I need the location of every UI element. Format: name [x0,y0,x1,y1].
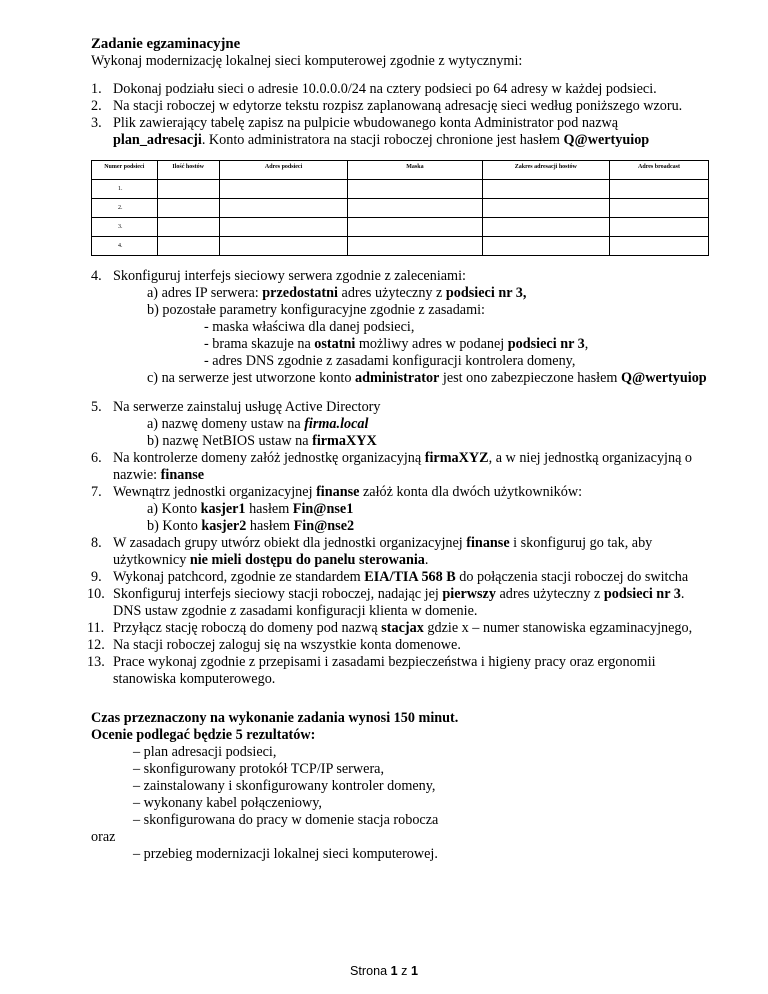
substep-letter: b) [147,518,159,534]
text-bold: pierwszy [442,586,496,602]
text-run: do połączenia stacji roboczej do switcha [455,569,689,585]
table-row [92,199,709,218]
text-run: , a w niej jednostką organizacyjną o [488,450,693,466]
step-text: Dokonaj podziału sieci o adresie 10.0.0.0/24 na cztery podsieci po 64 adresy w każdej podsieci. [113,81,657,97]
step-11 [87,620,731,637]
text-bold: finanse [160,467,205,483]
footer-text: z [397,964,411,978]
result-item: – wykonany kabel połączeniowy, [133,795,322,811]
text-run: adres użyteczny z [337,285,446,301]
step-number: 13. [87,654,105,670]
step-8 [91,535,731,569]
text-bold: EIA/TIA 568 B [364,569,456,585]
text-run: adres IP serwera: [161,285,263,301]
text-bold: przedostatni [262,285,338,301]
text-bold: stacjax [381,620,424,636]
footer-page-number: 1 [390,964,398,978]
substep-4b-item: - adres DNS zgodnie z zasadami konfiguracji kontrolera domeny, [204,353,576,369]
table-cell [482,180,609,199]
table-row [92,237,709,256]
text-run: Przyłącz stację roboczą do domeny pod nazwą [113,620,382,636]
text-bold: kasjer1 [200,501,246,517]
result-item: – skonfigurowana do pracy w domenie stacja robocza [133,812,439,828]
step-number: 7. [91,484,102,500]
table-cell [482,237,609,256]
step-text [113,535,731,569]
substep-5b [91,433,731,450]
step-7 [91,484,731,535]
step-10 [87,586,731,620]
step-6 [91,450,731,484]
step-text [113,450,731,484]
table-cell [482,199,609,218]
result-item: – skonfigurowany protokół TCP/IP serwera, [133,761,385,777]
step-number: 3. [91,115,102,131]
text-run: załóż konta dla dwóch użytkowników: [359,484,583,500]
substep-5a [91,416,731,433]
text-run: W zasadach grupy utwórz obiekt dla jednostki organizacyjnej [113,535,467,551]
text-run: . Konto administratora na stacji roboczej chronione jest hasłem [201,132,564,148]
text-run: pozostałe parametry konfiguracyjne zgodnie z zasadami: [162,302,486,318]
table-row [92,180,709,199]
results-heading: Ocenie podlegać będzie 5 rezultatów: [91,727,316,743]
text-run: i skonfiguruj go tak, aby [509,535,653,551]
table-cell [219,180,347,199]
text-run: hasłem [246,518,294,534]
substep-4b [91,302,731,319]
step-text [113,620,731,637]
text-run: Na kontrolerze domeny załóż jednostkę organizacyjną [113,450,425,466]
table-cell: 2. [92,199,158,218]
table-cell [610,237,709,256]
table-cell [348,180,482,199]
step-12 [87,637,731,654]
text-run: adres użyteczny z [495,586,604,602]
password: Q@wertyuiop [563,132,650,148]
text-run: - brama skazuje na [204,336,315,352]
substep-4a [91,285,731,302]
result-item-extra: – przebieg modernizacji lokalnej sieci komputerowej. [133,846,438,862]
result-item: – plan adresacji podsieci, [133,744,277,760]
substep-letter: a) [147,416,159,432]
substep-letter: a) [147,501,159,517]
footer-page-total: 1 [410,964,418,978]
step-number: 6. [91,450,102,466]
table-cell [610,180,709,199]
text-bold: podsieci nr 3, [445,285,527,301]
text-bold: ostatni [314,336,356,352]
table-cell [610,199,709,218]
step-number: 10. [87,586,105,602]
table-header: Adres broadcast [610,161,709,180]
table-header: Ilość hostów [157,161,219,180]
step-text [113,569,731,586]
substep-letter: c) [147,370,159,386]
oraz-text: oraz [91,829,116,845]
step-number: 11. [87,620,105,636]
step-4 [91,268,731,387]
table-cell: 1. [92,180,158,199]
step-13 [87,654,731,688]
step-number: 8. [91,535,102,551]
table-cell [157,180,219,199]
text-run: . [680,586,685,602]
substep-4c [91,370,731,387]
addressing-table [91,160,709,256]
footer-text: Strona [350,964,391,978]
table-cell [482,218,609,237]
text-bold: Fin@nse2 [293,518,355,534]
text-run: Wewnątrz jednostki organizacyjnej [113,484,317,500]
table-row [92,218,709,237]
table-cell [219,218,347,237]
step-text: Skonfiguruj interfejs sieciowy serwera zgodnie z zaleceniami: [113,268,466,284]
table-cell [157,199,219,218]
text-run: , [584,336,589,352]
domain-name: firma.local [304,416,369,432]
table-cell [219,199,347,218]
text-bold: podsieci nr 3 [507,336,585,352]
page-footer [0,963,768,980]
table-header: Numer podsieci [92,161,158,180]
text-run: Wykonaj patchcord, zgodnie ze standardem [113,569,365,585]
text-run: jest ono zabezpieczone hasłem [439,370,621,386]
table-header: Maska [348,161,482,180]
table-cell: 3. [92,218,158,237]
text-run: nazwę NetBIOS ustaw na [162,433,313,449]
intro-text: Wykonaj modernizację lokalnej sieci komputerowej zgodnie z wytycznymi: [91,53,523,69]
step-number: 5. [91,399,102,415]
table-header-row [92,161,709,180]
step-number: 2. [91,98,102,114]
table-header: Adres podsieci [219,161,347,180]
step-text [113,654,731,688]
result-item: – zainstalowany i skonfigurowany kontroler domeny, [133,778,436,794]
table-cell [610,218,709,237]
document-page [87,35,731,863]
step-1 [91,81,731,98]
text-bold: finanse [466,535,510,551]
substep-letter: b) [147,433,159,449]
step-9 [91,569,731,586]
substep-letter: b) [147,302,159,318]
step-text [113,484,731,501]
table-cell [219,237,347,256]
text-bold: firmaXYZ [424,450,489,466]
text-run: hasłem [245,501,293,517]
step-number: 12. [87,637,105,653]
step-text: Na serwerze zainstaluj usługę Active Directory [113,399,381,415]
text-run: stanowiska komputerowego. [113,671,276,687]
text-run: gdzie x – numer stanowiska egzaminacyjnego, [423,620,693,636]
step-text [113,586,731,620]
substep-4b-item [91,336,731,353]
document-title: Zadanie egzaminacyjne [91,36,241,52]
text-bold: Q@wertyuiop [620,370,707,386]
step-number: 4. [91,268,102,284]
step-2 [91,98,731,115]
text-run: nazwę domeny ustaw na [161,416,305,432]
text-run: Konto [161,501,201,517]
table-cell [348,199,482,218]
table-cell [348,218,482,237]
text-run: Konto [162,518,202,534]
step-text: Na stacji roboczej w edytorze tekstu rozpisz zaplanowaną adresację sieci według poniższego wzoru. [113,98,683,114]
text-bold: Fin@nse1 [292,501,354,517]
table-header: Zakres adresacji hostów [482,161,609,180]
text-run: na serwerze jest utworzone konto [161,370,356,386]
text-run: użytkownicy [113,552,190,568]
text-run: nazwie: [113,467,161,483]
text-bold: podsieci nr 3 [603,586,681,602]
text-bold: finanse [316,484,360,500]
time-limit: Czas przeznaczony na wykonanie zadania wynosi 150 minut. [91,710,459,726]
text-run: Plik zawierający tabelę zapisz na pulpicie wbudowanego konta Administrator pod nazwą [113,115,619,131]
table-cell: 4. [92,237,158,256]
substep-letter: a) [147,285,159,301]
step-5 [91,399,731,450]
text-run: Skonfiguruj interfejs sieciowy stacji roboczej, nadając jej [113,586,443,602]
table-cell [157,218,219,237]
substep-7a [91,501,731,518]
step-number: 1. [91,81,102,97]
table-cell [348,237,482,256]
text-bold: nie mieli dostępu do panelu sterowania [189,552,425,568]
text-run: DNS ustaw zgodnie z zasadami konfiguracji klienta w domenie. [113,603,478,619]
step-text: Na stacji roboczej zaloguj się na wszystkie konta domenowe. [113,637,461,653]
text-bold: kasjer2 [201,518,247,534]
table-cell [157,237,219,256]
text-run: Prace wykonaj zgodnie z przepisami i zasadami bezpieczeństwa i higieny pracy oraz ergonomii [113,654,656,670]
filename: plan_adresacji [113,132,202,148]
netbios-name: firmaXYX [312,433,377,449]
step-3 [91,115,731,149]
text-bold: administrator [355,370,440,386]
text-run: możliwy adres w podanej [355,336,508,352]
step-text [113,115,731,149]
substep-7b [91,518,731,535]
step-number: 9. [91,569,102,585]
text-run: . [424,552,429,568]
substep-4b-item: - maska właściwa dla danej podsieci, [204,319,415,335]
